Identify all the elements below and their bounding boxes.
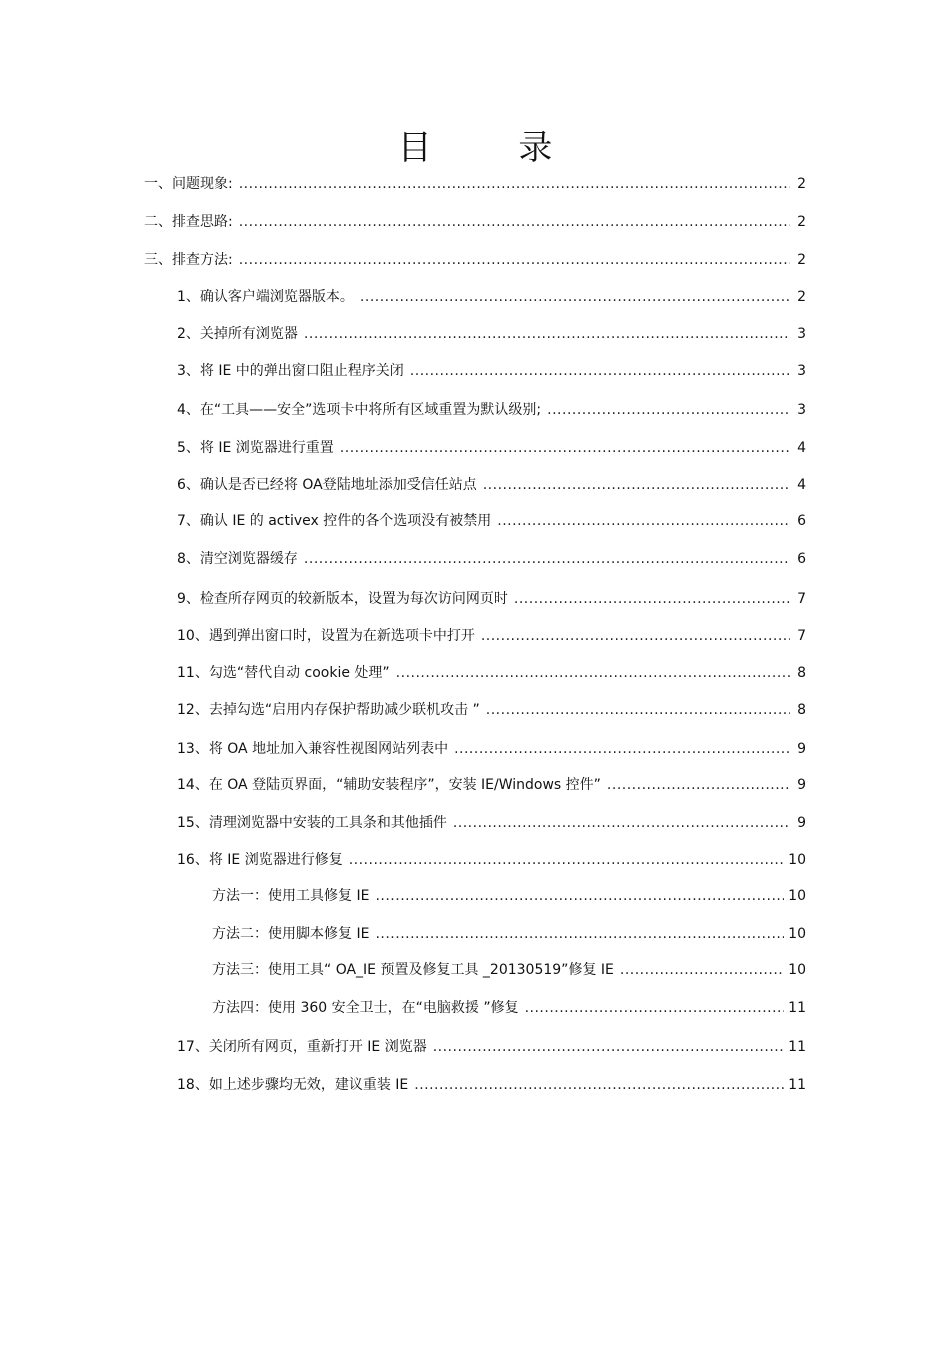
toc-dot-leader <box>547 400 790 420</box>
toc-entry[interactable] <box>144 250 806 270</box>
toc-entry-label: 7、确认 IE 的 activex 控件的各个选项没有被禁用 <box>177 513 492 529</box>
toc-entry[interactable] <box>212 886 806 906</box>
toc-entry-page-number: 10 <box>788 852 806 868</box>
toc-dot-leader <box>483 475 790 495</box>
toc-entry-label: 二、排查思路: <box>144 214 233 230</box>
toc-title: 目 录 <box>397 128 591 168</box>
toc-dot-leader <box>620 960 784 980</box>
toc-entry[interactable] <box>177 287 806 307</box>
toc-entry-page-number: 11 <box>788 1077 806 1093</box>
toc-entry[interactable] <box>212 924 806 944</box>
toc-entry[interactable] <box>177 438 806 458</box>
toc-entry-page-number: 11 <box>788 1039 806 1055</box>
toc-entry-page-number: 3 <box>797 326 806 342</box>
toc-entry-label: 8、清空浏览器缓存 <box>177 551 298 567</box>
toc-entry-page-number: 3 <box>797 363 806 379</box>
toc-entry[interactable] <box>177 324 806 344</box>
toc-dot-leader <box>481 626 790 646</box>
toc-dot-leader <box>239 212 790 232</box>
toc-dot-leader <box>525 998 785 1018</box>
toc-entry-page-number: 10 <box>788 962 806 978</box>
toc-entry-label: 16、将 IE 浏览器进行修复 <box>177 852 343 868</box>
toc-dot-leader <box>514 589 790 609</box>
toc-entry-page-number: 2 <box>797 214 806 230</box>
toc-entry[interactable] <box>177 850 806 870</box>
toc-entry-label: 2、关掉所有浏览器 <box>177 326 298 342</box>
toc-entry-label: 三、排查方法: <box>144 252 233 268</box>
toc-entry-page-number: 9 <box>797 741 806 757</box>
toc-entry-page-number: 2 <box>797 176 806 192</box>
toc-entry-label: 9、检查所存网页的较新版本，设置为每次访问网页时 <box>177 591 508 607</box>
toc-entry-label: 方法一：使用工具修复 IE <box>212 888 370 904</box>
toc-entry-label: 3、将 IE 中的弹出窗口阻止程序关闭 <box>177 363 404 379</box>
toc-entry[interactable] <box>177 626 806 646</box>
toc-entry-page-number: 8 <box>797 665 806 681</box>
toc-dot-leader <box>414 1075 784 1095</box>
toc-entry-page-number: 4 <box>797 477 806 493</box>
toc-entry-page-number: 3 <box>797 402 806 418</box>
toc-entry-label: 5、将 IE 浏览器进行重置 <box>177 440 334 456</box>
toc-entry[interactable] <box>177 739 806 759</box>
toc-dot-leader <box>375 924 784 944</box>
toc-entry[interactable] <box>212 998 806 1018</box>
toc-entry-label: 4、在“工具——安全”选项卡中将所有区域重置为默认级别; <box>177 402 542 418</box>
toc-entry[interactable] <box>177 361 806 381</box>
toc-entry[interactable] <box>177 1037 806 1057</box>
toc-entry-page-number: 2 <box>797 252 806 268</box>
toc-entry-page-number: 9 <box>797 777 806 793</box>
toc-entry-label: 6、确认是否已经将 OA登陆地址添加受信任站点 <box>177 477 477 493</box>
toc-entry-page-number: 7 <box>797 628 806 644</box>
toc-dot-leader <box>360 287 790 307</box>
toc-entry[interactable] <box>177 549 806 569</box>
toc-entry[interactable] <box>177 700 806 720</box>
toc-entry-page-number: 7 <box>797 591 806 607</box>
toc-entry-page-number: 9 <box>797 815 806 831</box>
toc-entry[interactable] <box>144 212 806 232</box>
toc-entry-label: 一、问题现象: <box>144 176 233 192</box>
toc-entry-page-number: 10 <box>788 926 806 942</box>
toc-dot-leader <box>453 813 790 833</box>
toc-dot-leader <box>396 663 790 683</box>
toc-entry-label: 方法三：使用工具“ OA_IE 预置及修复工具 _20130519”修复 IE <box>212 962 614 978</box>
toc-dot-leader <box>486 700 790 720</box>
toc-dot-leader <box>607 775 790 795</box>
toc-entry-page-number: 6 <box>797 551 806 567</box>
toc-entry[interactable] <box>177 663 806 683</box>
toc-entry-page-number: 8 <box>797 702 806 718</box>
toc-entry-page-number: 6 <box>797 513 806 529</box>
toc-entry-label: 12、去掉勾选“启用内存保护帮助减少联机攻击 ” <box>177 702 480 718</box>
toc-entry-label: 18、如上述步骤均无效，建议重装 IE <box>177 1077 409 1093</box>
toc-entry[interactable] <box>177 1075 806 1095</box>
toc-entry[interactable] <box>144 174 806 194</box>
toc-entry-page-number: 10 <box>788 888 806 904</box>
toc-entry-page-number: 11 <box>788 1000 806 1016</box>
toc-dot-leader <box>239 174 790 194</box>
toc-dot-leader <box>239 250 790 270</box>
toc-dot-leader <box>304 549 790 569</box>
toc-entry-label: 方法四：使用 360 安全卫士，在“电脑救援 ”修复 <box>212 1000 519 1016</box>
toc-dot-leader <box>433 1037 784 1057</box>
toc-dot-leader <box>349 850 784 870</box>
toc-dot-leader <box>304 324 790 344</box>
toc-dot-leader <box>410 361 790 381</box>
toc-dot-leader <box>375 886 784 906</box>
toc-entry-label: 15、清理浏览器中安装的工具条和其他插件 <box>177 815 447 831</box>
toc-entry[interactable] <box>177 589 806 609</box>
toc-entry-label: 13、将 OA 地址加入兼容性视图网站列表中 <box>177 741 449 757</box>
toc-entry[interactable] <box>177 511 806 531</box>
toc-entry-page-number: 4 <box>797 440 806 456</box>
toc-entry-label: 14、在 OA 登陆页界面，“辅助安装程序”，安装 IE/Windows 控件” <box>177 777 601 793</box>
toc-entry-label: 10、遇到弹出窗口时，设置为在新选项卡中打开 <box>177 628 475 644</box>
toc-entry-label: 1、确认客户端浏览器版本。 <box>177 289 354 305</box>
toc-entry[interactable] <box>212 960 806 980</box>
toc-entry-page-number: 2 <box>797 289 806 305</box>
toc-dot-leader <box>497 511 790 531</box>
toc-entry[interactable] <box>177 475 806 495</box>
toc-entry-label: 11、勾选“替代自动 cookie 处理” <box>177 665 390 681</box>
toc-entry[interactable] <box>177 813 806 833</box>
toc-entry[interactable] <box>177 775 806 795</box>
toc-dot-leader <box>340 438 790 458</box>
toc-dot-leader <box>454 739 790 759</box>
toc-entry[interactable] <box>177 400 806 420</box>
toc-entry-label: 方法二：使用脚本修复 IE <box>212 926 370 942</box>
toc-entry-label: 17、关闭所有网页，重新打开 IE 浏览器 <box>177 1039 427 1055</box>
